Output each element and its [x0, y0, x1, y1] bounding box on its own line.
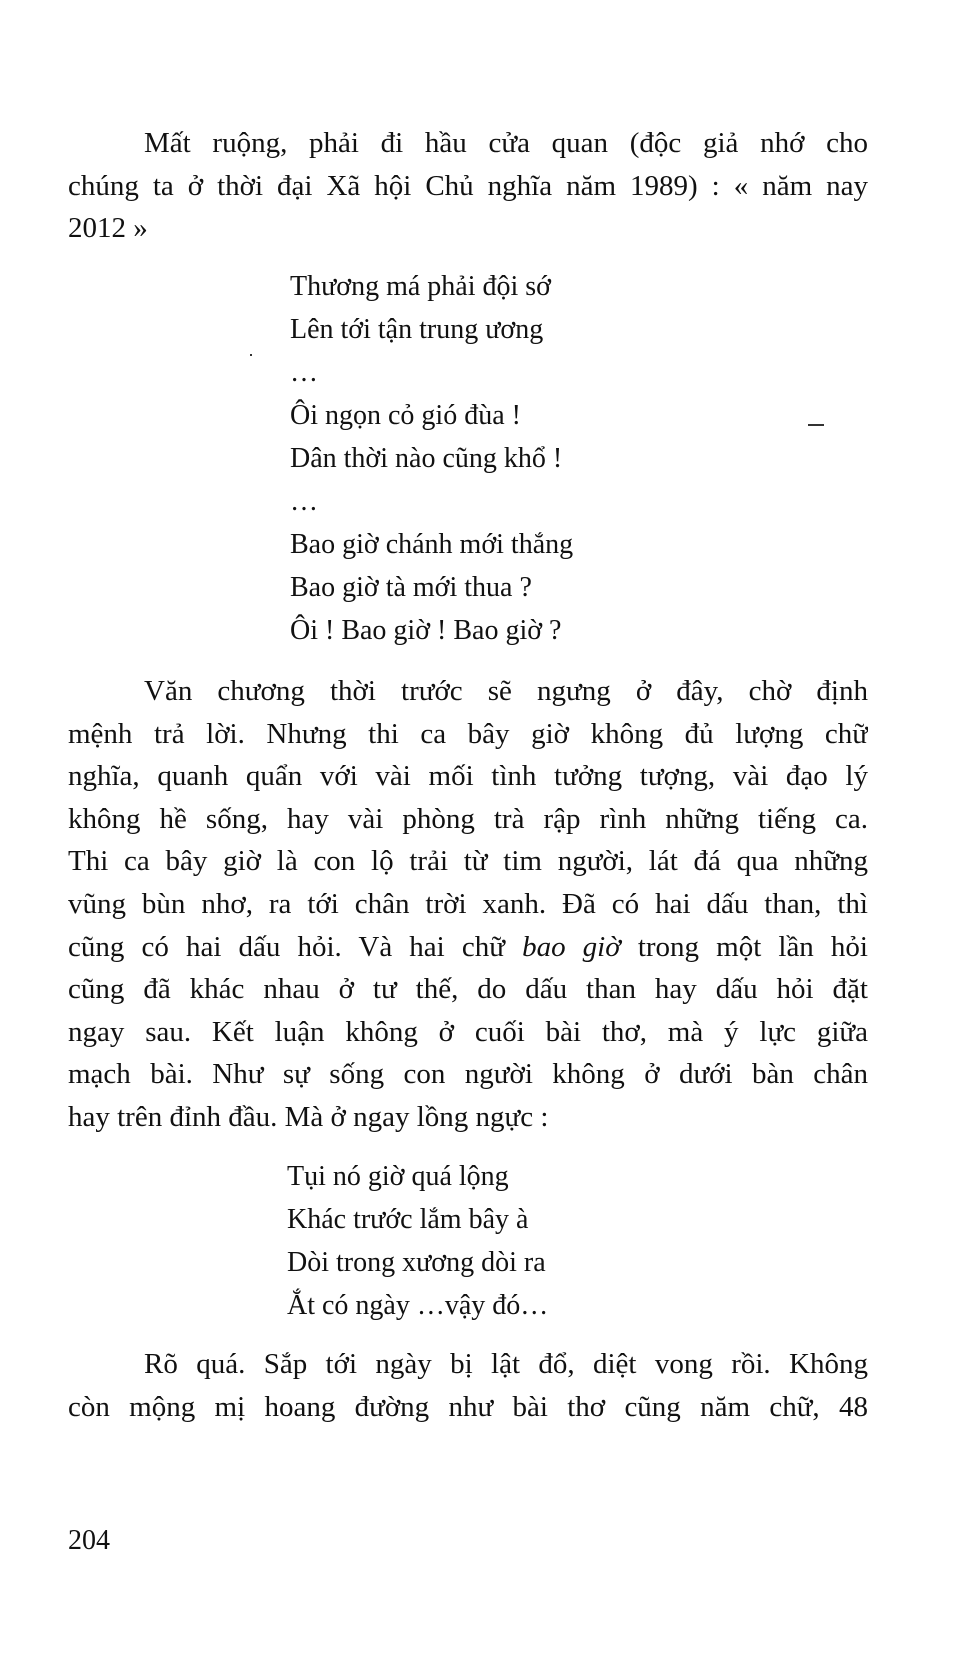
poem-1: [290, 265, 573, 652]
text-line: chúng ta ở thời đại Xã hội Chủ nghĩa năm 1989) : « năm nay: [68, 169, 868, 202]
poem-line: …: [290, 486, 318, 517]
text-line: [68, 926, 868, 969]
poem-line: …: [290, 357, 318, 388]
text-line: Mất ruộng, phải đi hầu cửa quan (độc giả nhớ cho: [144, 127, 868, 159]
paragraph-1: [68, 122, 868, 250]
paragraph-2: [68, 670, 868, 1139]
text-line: nghĩa, quanh quẩn với vài mối tình tưởng tượng, vài đạo lý: [68, 760, 868, 793]
text-line: Thi ca bây giờ là con lộ trải từ tim người, lát đá qua những: [68, 845, 868, 878]
text-line: 2012 »: [68, 212, 148, 245]
poem-line: Khác trước lắm bây à: [287, 1204, 529, 1235]
poem-line: Bao giờ tà mới thua ?: [290, 572, 532, 603]
text-segment: cũng có hai dấu hỏi. Và hai chữ: [68, 930, 523, 963]
poem-line: Tụi nó giờ quá lộng: [287, 1161, 509, 1192]
italic-term: bao giờ: [522, 930, 621, 963]
poem-2: [287, 1155, 548, 1327]
poem-line: Ôi ngọn cỏ gió đùa !: [290, 400, 521, 431]
poem-line: Lên tới tận trung ương: [290, 314, 544, 345]
text-line: cũng đã khác nhau ở tư thế, do dấu than hay dấu hỏi đặt: [68, 973, 868, 1006]
text-line: hay trên đỉnh đầu. Mà ở ngay lồng ngực :: [68, 1100, 549, 1133]
poem-line: Ắt có ngày …vậy đó…: [287, 1290, 549, 1321]
text-line: không hề sống, hay vài phòng trà rập rình những tiếng ca.: [68, 802, 868, 835]
poem-line: Dòi trong xương dòi ra: [287, 1247, 546, 1278]
text-line: vũng bùn nhơ, ra tới chân trời xanh. Đã có hai dấu than, thì: [68, 887, 868, 920]
text-line: ngay sau. Kết luận không ở cuối bài thơ, mà ý lực giữa: [68, 1015, 868, 1048]
text-segment: trong một lần hỏi: [620, 930, 868, 963]
text-line: Văn chương thời trước sẽ ngưng ở đây, chờ định: [144, 675, 868, 707]
poem-line: Ôi ! Bao giờ ! Bao giờ ?: [290, 615, 562, 646]
paragraph-3: [68, 1343, 868, 1428]
text-line: mệnh trả lời. Nhưng thi ca bây giờ không đủ lượng chữ: [68, 717, 868, 750]
poem-line: Bao giờ chánh mới thắng: [290, 529, 574, 560]
scan-speck: [250, 354, 252, 356]
page-number: 204: [68, 1525, 110, 1556]
poem-line: Thương má phải đội sớ: [290, 271, 551, 302]
text-line: mạch bài. Như sự sống con người không ở dưới bàn chân: [68, 1058, 868, 1091]
text-line: Rõ quá. Sắp tới ngày bị lật đổ, diệt vong rồi. Không: [144, 1348, 868, 1380]
scan-speck: [808, 424, 824, 426]
poem-line: Dân thời nào cũng khổ !: [290, 443, 563, 474]
text-line: còn mộng mị hoang đường như bài thơ cũng năm chữ, 48: [68, 1390, 868, 1423]
